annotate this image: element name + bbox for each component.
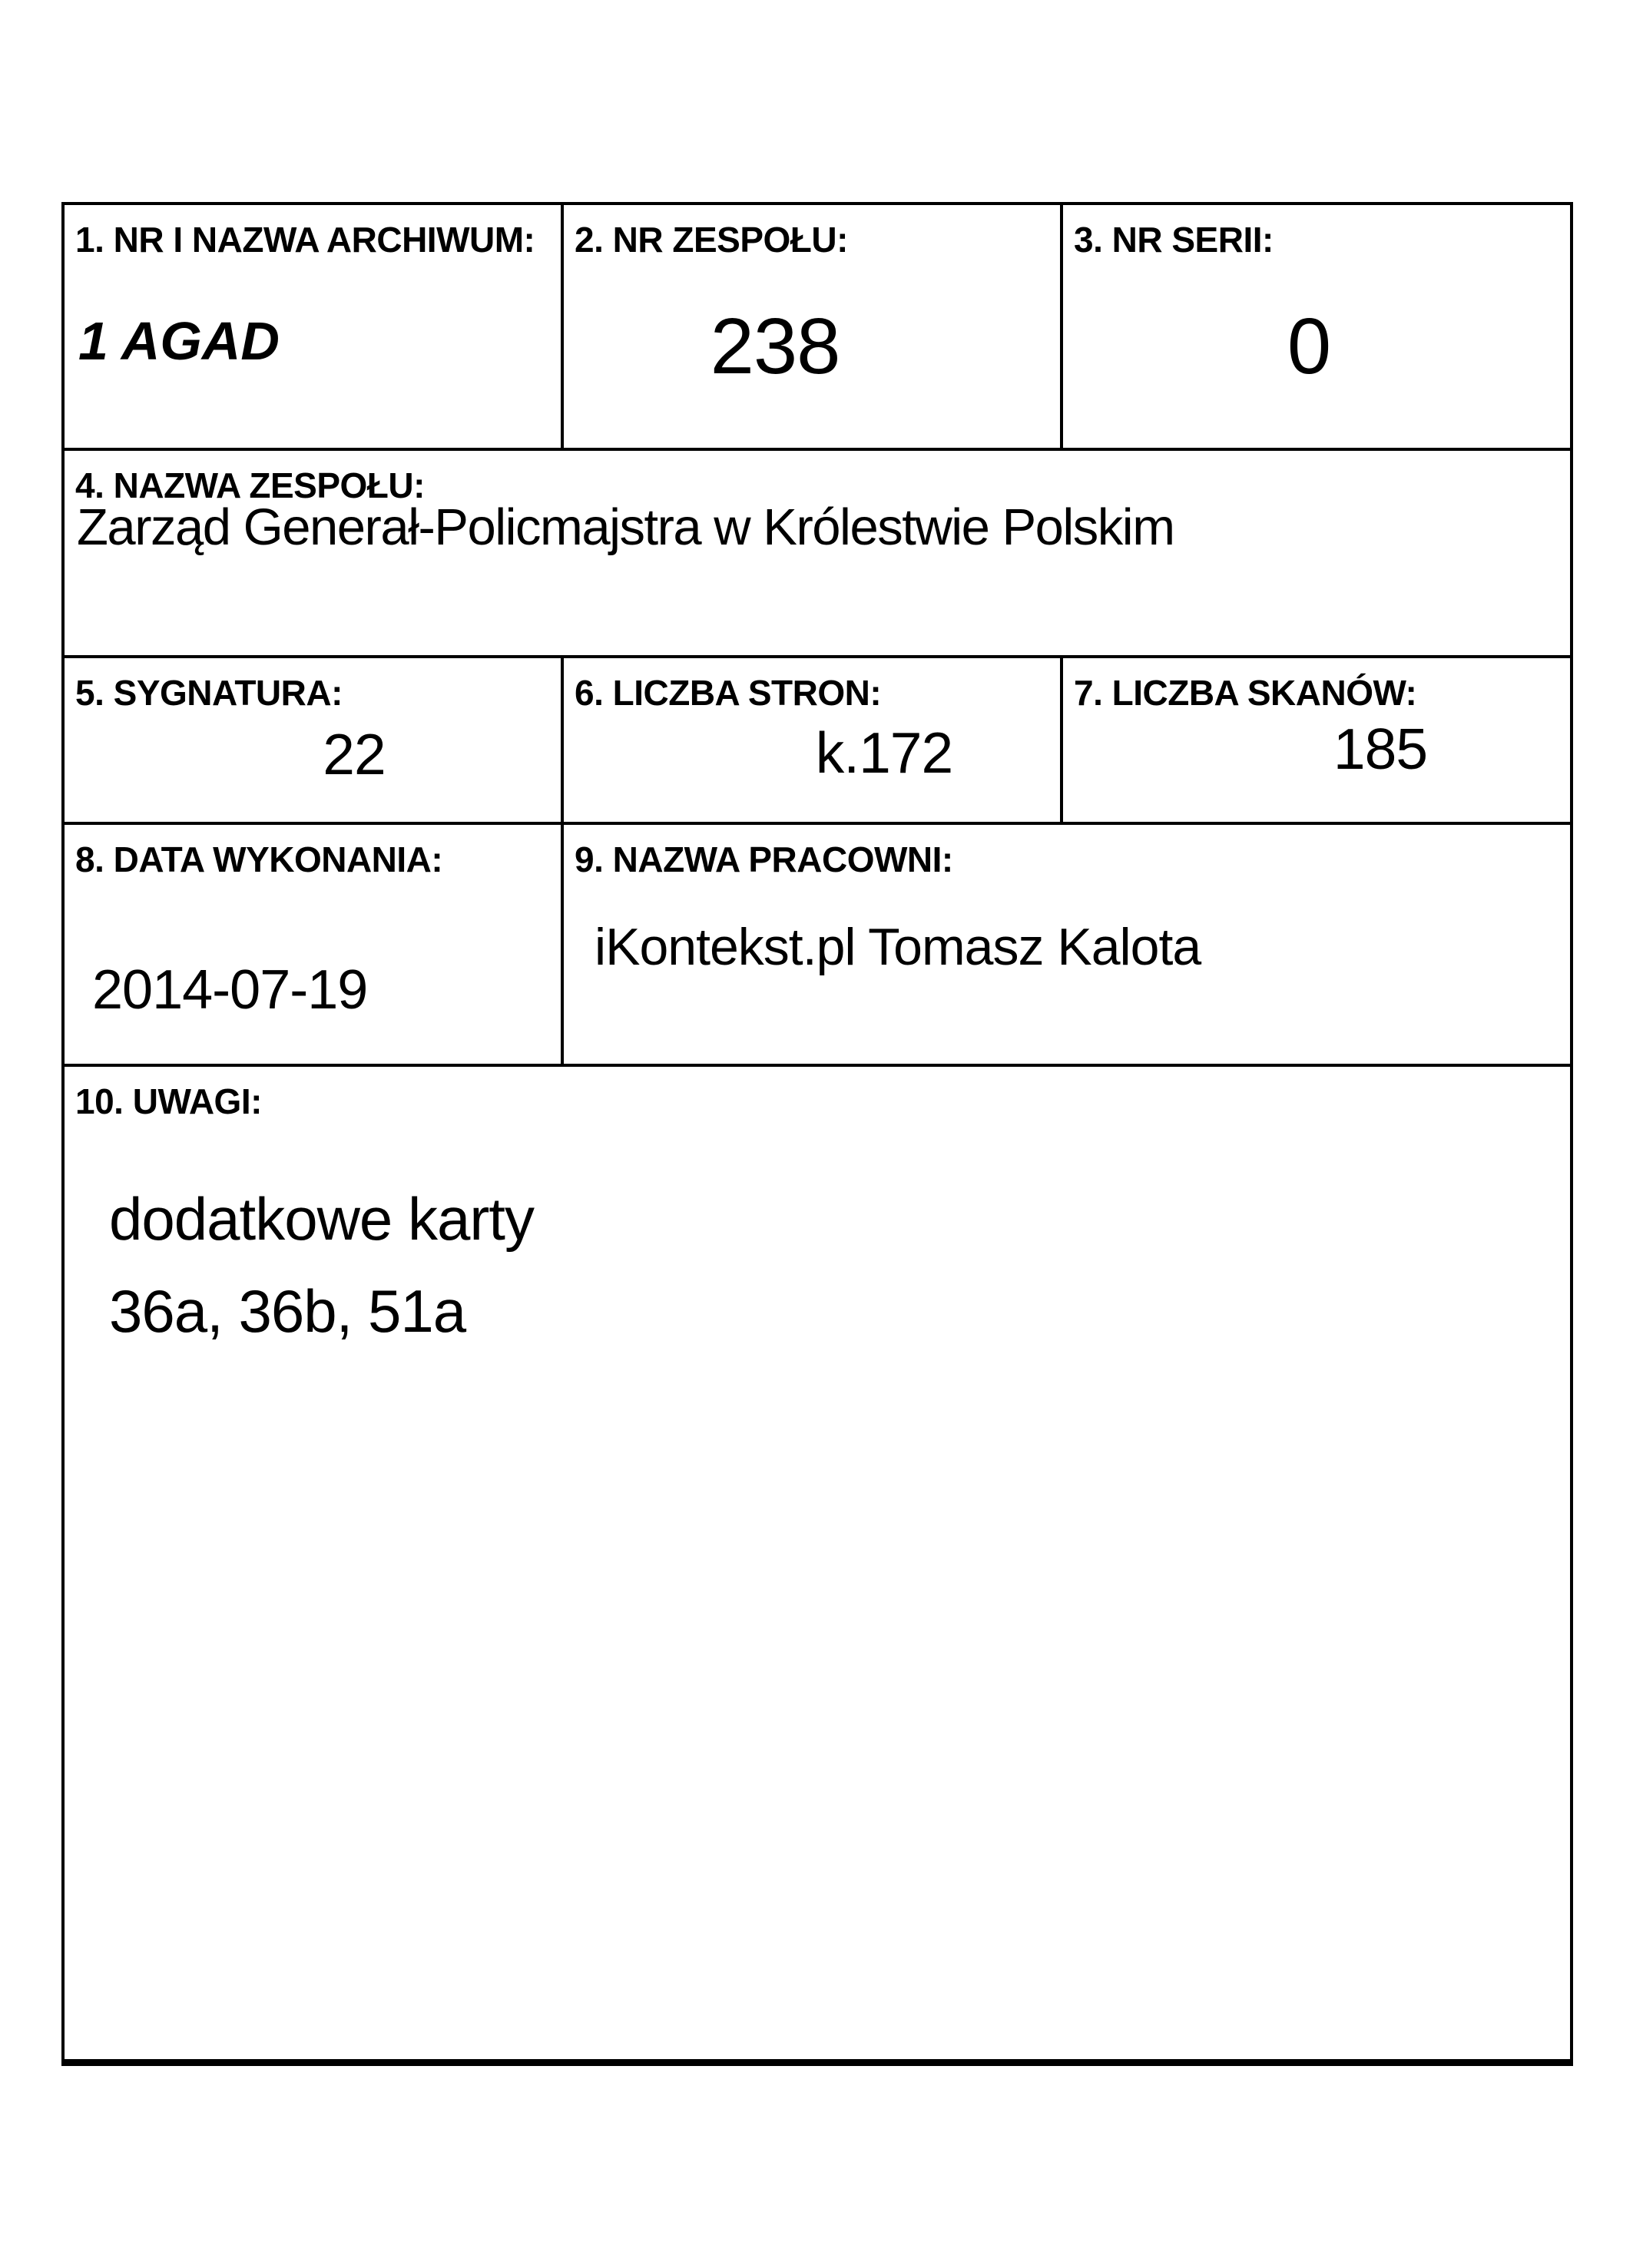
field-fonds-number (564, 205, 1063, 451)
field-page-count-value: k.172 (815, 720, 953, 785)
archival-metadata-table (61, 202, 1573, 2066)
field-series-number (1063, 205, 1570, 451)
field-series-number-label: 3. NR SERII: (1074, 220, 1274, 260)
field-scan-count (1063, 658, 1570, 825)
field-fonds-name (65, 451, 1570, 658)
field-remarks-value-line-1: dodatkowe karty (109, 1185, 534, 1253)
field-archive-number-name (65, 205, 564, 451)
field-signature-value: 22 (323, 722, 386, 786)
field-fonds-number-value: 238 (710, 302, 840, 390)
field-signature (65, 658, 564, 825)
field-fonds-number-label: 2. NR ZESPOŁU: (575, 220, 848, 260)
field-series-number-value: 0 (1287, 302, 1331, 390)
field-execution-date-label: 8. DATA WYKONANIA: (75, 839, 443, 879)
field-studio-name-label: 9. NAZWA PRACOWNI: (575, 839, 953, 879)
field-signature-label: 5. SYGNATURA: (75, 673, 343, 713)
field-remarks-value (109, 1173, 534, 1357)
field-page-count-label: 6. LICZBA STRON: (575, 673, 882, 713)
field-archive-number-name-label: 1. NR I NAZWA ARCHIWUM: (75, 220, 535, 260)
field-fonds-name-value: Zarząd Generał-Policmajstra w Królestwie Polskim (77, 498, 1174, 556)
field-remarks-label: 10. UWAGI: (75, 1081, 262, 1121)
field-page-count (564, 658, 1063, 825)
field-execution-date (65, 825, 564, 1067)
field-remarks (65, 1067, 1570, 2059)
field-fonds-name-label: 4. NAZWA ZESPOŁU: (75, 465, 425, 505)
field-studio-name (564, 825, 1570, 1067)
field-studio-name-value: iKontekst.pl Tomasz Kalota (595, 918, 1201, 976)
field-scan-count-value: 185 (1333, 717, 1428, 781)
field-remarks-value-line-2: 36a, 36b, 51a (109, 1277, 466, 1345)
field-archive-number-name-value: 1 AGAD (78, 311, 280, 371)
field-scan-count-label: 7. LICZBA SKANÓW: (1074, 673, 1417, 713)
field-execution-date-value: 2014-07-19 (92, 959, 368, 1021)
